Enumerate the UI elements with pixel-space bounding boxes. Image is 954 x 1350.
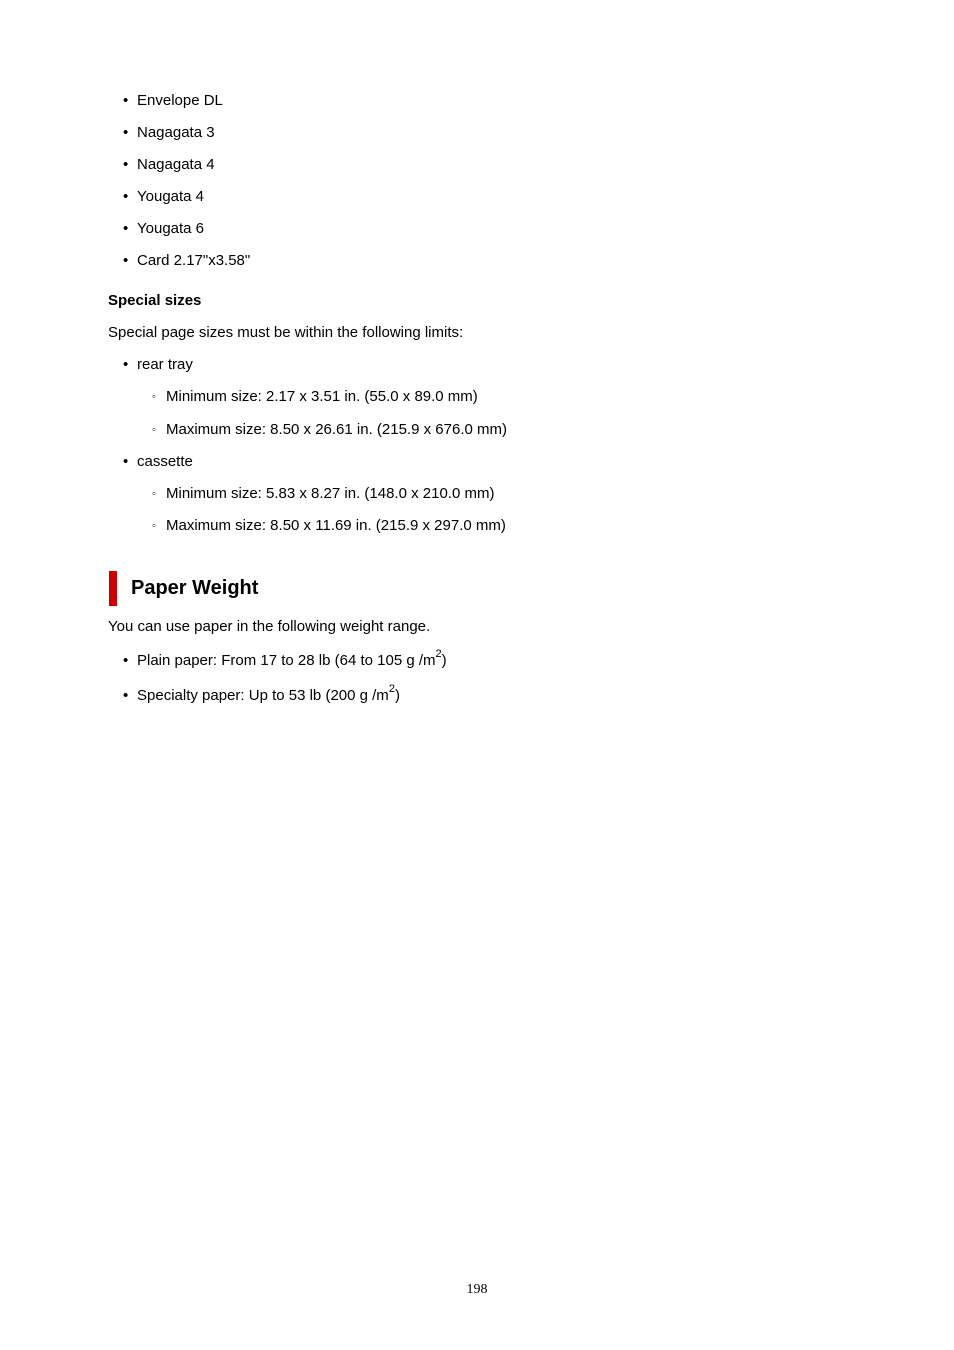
weight-item <box>137 683 400 705</box>
bullet-icon: • <box>123 453 129 470</box>
size-limit-item: Maximum size: 8.50 x 11.69 in. (215.9 x 297.0 mm) <box>166 517 506 534</box>
size-item: Envelope DL <box>137 92 223 109</box>
bullet-icon: • <box>123 356 129 373</box>
size-item: Yougata 6 <box>137 220 205 237</box>
bullet-icon: • <box>123 652 129 669</box>
sub-bullet-icon: ◦ <box>152 424 156 436</box>
bullet-icon: • <box>123 156 129 173</box>
weight-item-superscript: 2 <box>388 683 395 695</box>
weight-item-tail: ) <box>394 687 400 704</box>
paper-weight-heading: Paper Weight <box>131 577 259 599</box>
weight-item <box>137 648 447 670</box>
page-number: 198 <box>466 1282 488 1297</box>
size-limit-item: Maximum size: 8.50 x 26.61 in. (215.9 x 676.0 mm) <box>166 421 507 438</box>
heading-accent-bar <box>109 571 117 606</box>
size-limit-item: Minimum size: 5.83 x 8.27 in. (148.0 x 210.0 mm) <box>166 485 495 502</box>
weight-item-superscript: 2 <box>435 648 442 660</box>
size-item: Nagagata 3 <box>137 124 215 141</box>
sub-bullet-icon: ◦ <box>152 391 156 403</box>
bullet-icon: • <box>123 188 129 205</box>
sub-bullet-icon: ◦ <box>152 520 156 532</box>
bullet-icon: • <box>123 252 129 269</box>
special-sizes-intro: Special page sizes must be within the following limits: <box>108 324 464 341</box>
size-limit-item: Minimum size: 2.17 x 3.51 in. (55.0 x 89.0 mm) <box>166 388 478 405</box>
bullet-icon: • <box>123 220 129 237</box>
sub-bullet-icon: ◦ <box>152 488 156 500</box>
paper-weight-intro: You can use paper in the following weight range. <box>108 618 431 635</box>
weight-item-tail: ) <box>441 652 447 669</box>
special-sizes-heading: Special sizes <box>108 292 202 309</box>
size-item: Yougata 4 <box>137 188 205 205</box>
size-item: Card 2.17"x3.58" <box>137 252 251 269</box>
bullet-icon: • <box>123 92 129 109</box>
bullet-icon: • <box>123 687 129 704</box>
tray-label: cassette <box>137 453 193 470</box>
tray-label: rear tray <box>137 356 193 373</box>
weight-item-text: Specialty paper: Up to 53 lb (200 g /m <box>137 687 389 704</box>
size-item: Nagagata 4 <box>137 156 215 173</box>
weight-item-text: Plain paper: From 17 to 28 lb (64 to 105 g /m <box>137 652 436 669</box>
bullet-icon: • <box>123 124 129 141</box>
